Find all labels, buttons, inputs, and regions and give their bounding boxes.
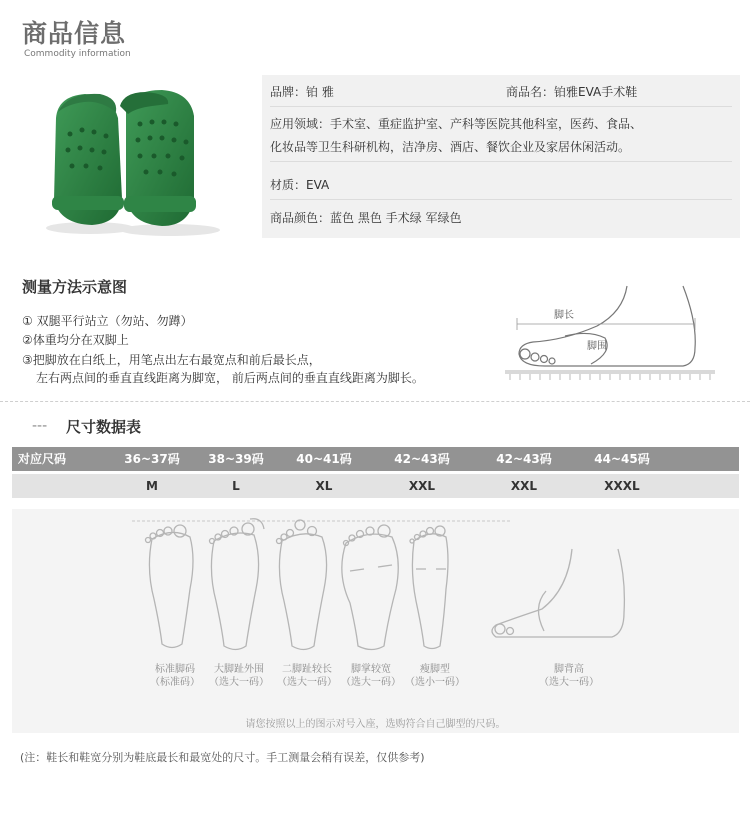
foot-girth-label: 脚围	[587, 341, 607, 352]
foot-types-panel	[12, 509, 739, 733]
size-table-header-row	[12, 447, 739, 471]
info-divider	[270, 199, 732, 200]
foot-side-icon	[505, 282, 720, 387]
letter-size-cell: XXL	[510, 479, 538, 493]
page-subtitle: Commodity information	[24, 49, 131, 59]
footnote: (注：鞋长和鞋宽分别为鞋底最长和最宽处的尺寸。手工测量会稍有误差，仅供参考)	[20, 751, 425, 764]
foot-types-illustration	[12, 509, 739, 659]
foot-length-label: 脚长	[554, 306, 574, 321]
measure-step-1: ① 双腿平行站立（勿站、勿蹲）	[22, 314, 193, 328]
letter-size-cell: M	[146, 479, 158, 493]
colors-text: 商品颜色：蓝色 黑色 手术绿 军绿色	[270, 211, 462, 225]
foot-type-big-toe: 大脚趾外围 （选大一码）	[209, 664, 269, 688]
foot-type-standard: 标准脚码 （标准码）	[150, 664, 200, 688]
letter-size-cell: XXL	[408, 479, 436, 493]
info-divider	[270, 161, 732, 162]
material-text: 材质：EVA	[270, 178, 330, 192]
measure-step-2: ②体重均分在双脚上	[22, 333, 129, 347]
section-divider	[0, 401, 750, 402]
size-table-letter-row	[12, 474, 739, 498]
product-name-text: 商品名：铂雅EVA手术鞋	[506, 85, 638, 99]
brand-text: 品牌：铂 雅	[270, 85, 334, 99]
product-info-panel	[262, 75, 740, 238]
page-title: 商品信息	[22, 19, 127, 48]
size-table-title: 尺寸数据表	[66, 418, 142, 436]
foot-type-slim: 瘦脚型 （选小一码）	[405, 664, 465, 688]
shoe-size-cell: 40~41码	[296, 452, 352, 466]
shoe-size-cell: 38~39码	[208, 452, 264, 466]
measure-title: 测量方法示意图	[22, 278, 128, 296]
shoe-size-cell: 42~43码	[394, 452, 450, 466]
shoe-size-cell: 44~45码	[594, 452, 650, 466]
foot-type-long-second-toe: 二脚趾较长 （选大一码）	[277, 664, 337, 688]
usage-line-1: 应用领域：手术室、重症监护室、产科等医院其他科室，医药、食品、	[270, 117, 643, 131]
green-clog-shoes-icon	[40, 78, 245, 243]
letter-size-cell: XXXL	[604, 479, 640, 493]
measure-step-3: ③把脚放在白纸上，用笔点出左右最宽点和前后最长点，	[22, 353, 321, 367]
letter-size-cell: XL	[315, 479, 333, 493]
measure-step-3-cont: 左右两点间的垂直直线距离为脚宽， 前后两点间的垂直直线距离为脚长。	[36, 371, 424, 385]
size-table-title-prefix: ---	[32, 418, 48, 434]
shoe-size-cell: 36~37码	[124, 452, 180, 466]
letter-size-cell: L	[232, 479, 240, 493]
size-table-header-label: 对应尺码	[18, 452, 67, 466]
foot-type-hint: 请您按照以上的图示对号入座，选购符合自己脚型的尺码。	[245, 719, 506, 730]
product-image	[40, 78, 245, 243]
foot-type-high-instep: 脚背高 （选大一码）	[539, 664, 599, 688]
info-divider	[270, 106, 732, 107]
foot-measure-diagram	[505, 282, 720, 387]
shoe-size-cell: 42~43码	[496, 452, 552, 466]
foot-type-wide: 脚掌较宽 （选大一码）	[341, 664, 401, 688]
usage-line-2: 化妆品等卫生科研机构，洁净房、酒店、餐饮企业及家居休闲活动。	[270, 140, 631, 154]
